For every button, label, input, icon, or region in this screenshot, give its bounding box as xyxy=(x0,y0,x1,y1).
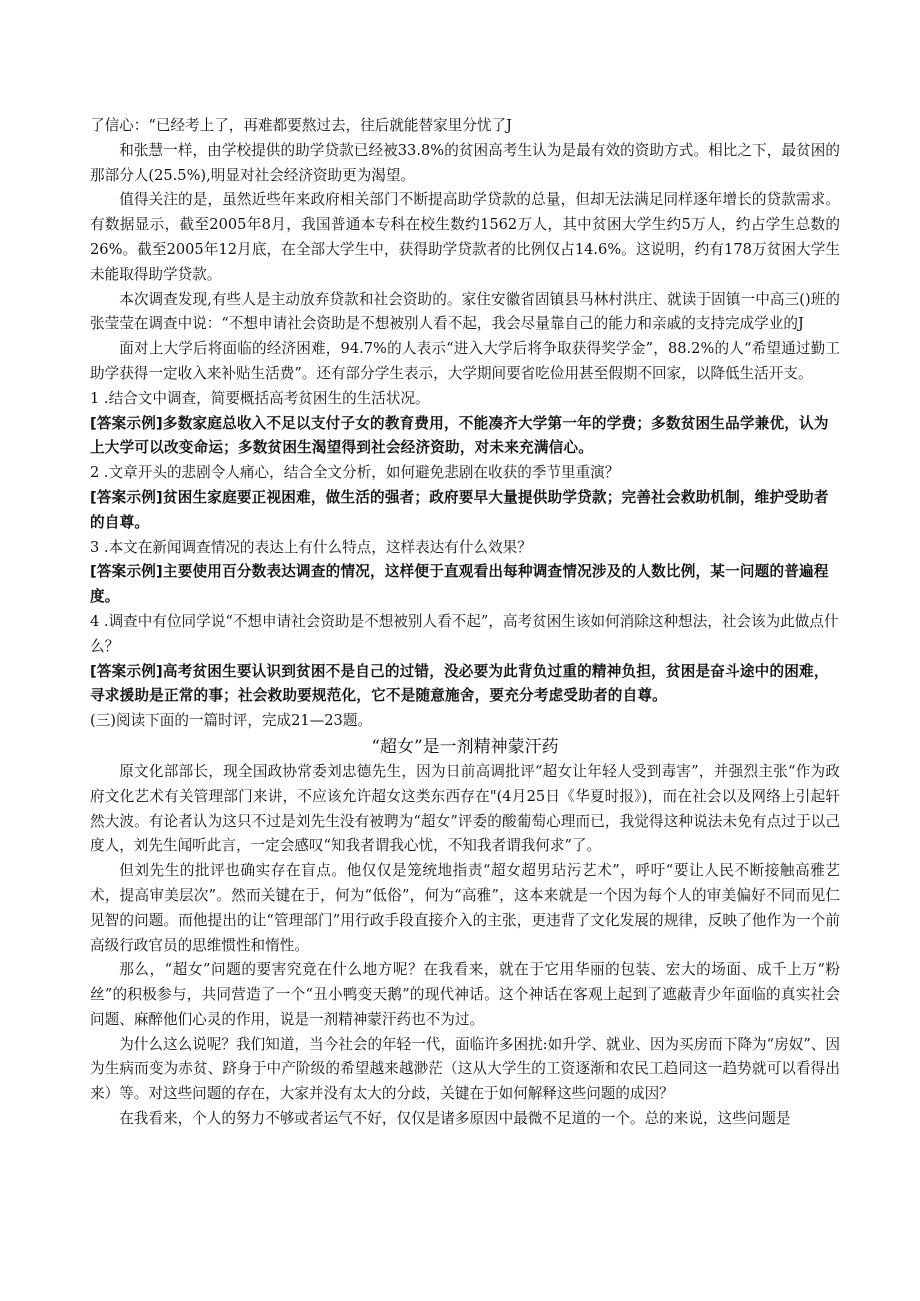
question-1: 1 .结合文中调查，简要概括高考贫困生的生活状况。 xyxy=(90,389,430,407)
essay-paragraph: 那么，“超女”问题的要害究竟在什么地方呢？在我看来，就在于它用华丽的包装、宏大的场面、成千上万“粉丝”的积极参与，共同营造了一个“丑小鸭变天鹅”的现代神话。这个神话在客观上起到了遮蔽青少年面临的真实社会问题、麻醉他们心灵的作用，说是一剂精神蒙汗药也不为过。 xyxy=(90,961,840,1028)
section-intro: (三)阅读下面的一篇时评，完成21—23题。 xyxy=(90,712,373,730)
paragraph: 和张慧一样，由学校提供的助学贷款已经被33.8%的贫困高考生认为是最有效的资助方式。相比之下，最贫困的那部分人(25.5%),明显对社会经济资助更为渴望。 xyxy=(90,141,840,184)
paragraph: 了信心：“已经考上了，再难都要熬过去，往后就能替家里分忧了J xyxy=(90,117,512,134)
essay-paragraph: 但刘先生的批评也确实存在盲点。他仅仅是笼统地指责“超女超男玷污艺术”，呼吁“要让人民不断接触高雅艺术，提高审美层次”。然而关键在于，何为“低俗”，何为“高雅”，这本来就是一个因为每个人的审美偏好不同而见仁见智的问题。而他提出的让“管理部门”用行政手段直接介入的主张，更违背了文化发展的规律，反映了他作为一个前高级行政官员的思维惯性和惰性。 xyxy=(90,862,840,954)
document-page xyxy=(90,114,840,1132)
paragraph: 面对上大学后将面临的经济困难，94.7%的人表示“进入大学后将争取获得奖学金”，88.2%的人“希望通过勤工助学获得一定收入来补贴生活费”。还有部分学生表示，大学期间要省吃俭用甚至假期不回家，以降低生活开支。 xyxy=(90,340,840,382)
question-2: 2 .文章开头的悲剧令人痛心，结合全文分析，如何避免悲剧在收获的季节里重演？ xyxy=(90,464,620,482)
answer-2: [答案示例]贫困生家庭要正视困难，做生活的强者；政府要早大量提供助学贷款；完善社会救助机制，维护受助者的自尊。 xyxy=(90,488,829,531)
essay-paragraph: 在我看来，个人的努力不够或者运气不好，仅仅是诸多原因中最微不足道的一个。总的来说，这些问题是 xyxy=(119,1110,791,1128)
question-3: 3 .本文在新闻调查情况的表达上有什么特点，这样表达有什么效果？ xyxy=(90,538,532,556)
paragraph: 值得关注的是，虽然近些年来政府相关部门不断提高助学贷款的总量，但却无法满足同样逐年增长的贷款需求。有数据显示，截至2005年8月，我国普通本专科在校生数约1562万人，其中贫困大学生约5万人，约占学生总数的26%。截至2005年12月底，在全部大学生中，获得助学贷款者的比例仅占14.6%。这说明，约有178万贫困大学生未能取得助学贷款。 xyxy=(90,191,840,283)
essay-paragraph: 为什么这么说呢？我们知道，当今社会的年轻一代，面临许多困扰:如升学、就业、因为买房而下降为“房奴”、因为生病而变为赤贫、跻身于中产阶级的希望越来越渺茫（这从大学生的工资逐渐和农民工趋同这一趋势就可以看得出来）等。对这些问题的存在，大家并没有太大的分歧，关键在于如何解释这些问题的成因？ xyxy=(90,1035,840,1103)
answer-3: [答案示例]主要使用百分数表达调查的情况，这样便于直观看出每种调查情况涉及的人数比例，某一问题的普遍程度。 xyxy=(90,563,829,606)
question-4: 4 .调查中有位同学说“不想申请社会资助是不想被别人看不起”，高考贫困生该如何消除这种想法，社会该为此做点什么？ xyxy=(90,612,839,655)
paragraph: 本次调查发现,有些人是主动放弃贷款和社会资助的。家住安徽省固镇县马林村洪庄、就读于固镇一中高三()班的张莹莹在调查中说：“不想申请社会资助是不想被别人看不起，我会尽量靠自己的能力和亲戚的支持完成学业的J xyxy=(90,290,840,333)
answer-4: [答案示例]高考贫困生要认识到贫困不是自己的过错，没必要为此背负过重的精神负担，贫困是奋斗途中的困难，寻求援助是正常的事；社会救助要规范化，它不是随意施舍，要充分考虑受助者的自尊。 xyxy=(90,662,829,705)
essay-paragraph: 原文化部部长，现全国政协常委刘忠德先生，因为日前高调批评“超女让年轻人受到毒害”，并强烈主张“作为政府文化艺术有关管理部门来讲，不应该允许超女这类东西存在"(4月25日《华夏时报》)，而在社会以及网络上引起轩然大波。有论者认为这只不过是刘先生没有被聘为“超女”评委的酸葡萄心理而已，我觉得这种说法未免有点过于以己度人，刘先生闻听此言，一定会感叹“知我者谓我心忧，不知我者谓我何求”了。 xyxy=(90,762,840,855)
essay-title: “超女”是一剂精神蒙汗药 xyxy=(371,736,559,757)
answer-1: [答案示例]多数家庭总收入不足以支付子女的教育费用，不能凑齐大学第一年的学费；多数贫困生品学兼优，认为上大学可以改变命运；多数贫困生渴望得到社会经济资助，对未来充满信心。 xyxy=(90,414,829,457)
